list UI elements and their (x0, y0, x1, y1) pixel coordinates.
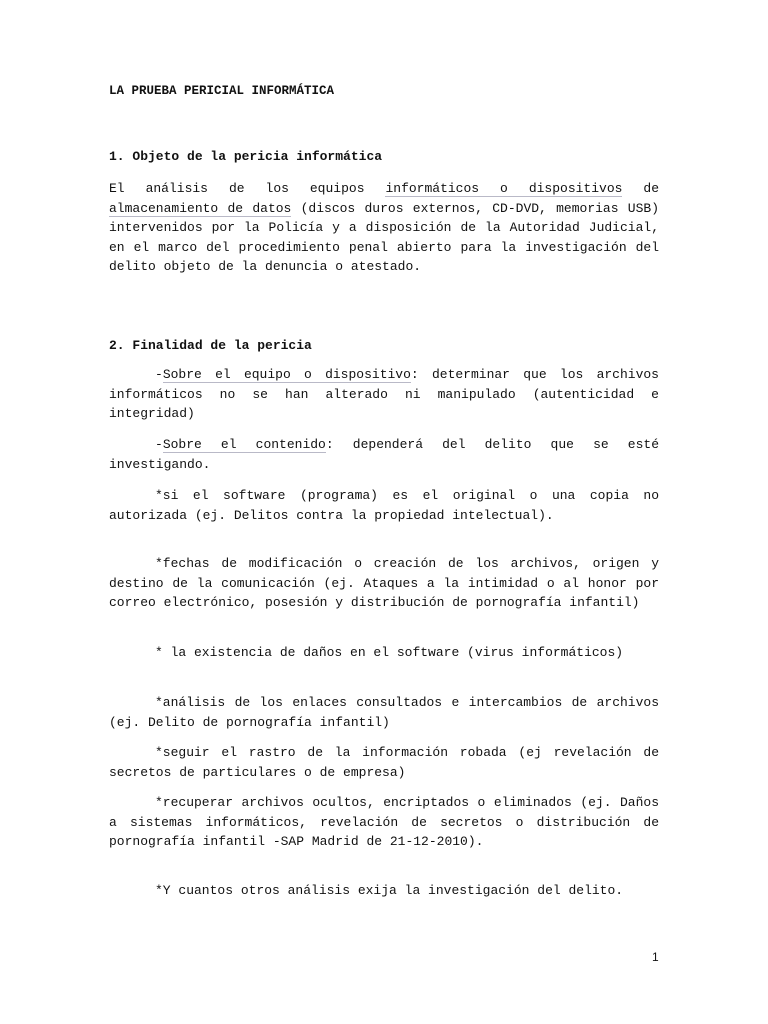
analysis-bullet: *Y cuantos otros análisis exija la investigación del delito. (155, 883, 624, 898)
analysis-bullet: *análisis de los enlaces consultados e intercambios de archivos (ej. Delito de pornografía infantil) (109, 695, 659, 730)
underlined-term: almacenamiento de datos (109, 200, 292, 216)
page-number: 1 (652, 950, 659, 964)
analysis-bullet: * la existencia de daños en el software (virus informáticos) (155, 645, 624, 660)
underlined-term: informáticos o dispositivos (385, 181, 623, 196)
analysis-bullet: *si el software (programa) es el original o una copia no autorizada (ej. Delitos contra la propiedad intelectual). (109, 488, 659, 523)
analysis-bullet: *seguir el rastro de la información robada (ej revelación de secretos de particulares o de empresa) (109, 745, 659, 780)
underlined-term: Sobre el equipo o dispositivo (162, 367, 411, 382)
analysis-bullet: *recuperar archivos ocultos, encriptados o eliminados (ej. Daños a sistemas informáticos, revelación de secretos o distribución de pornografía infantil -SAP Madrid de 21-12-2010). (109, 795, 659, 849)
document-title: LA PRUEBA PERICIAL INFORMÁTICA (109, 84, 335, 98)
underlined-term: Sobre el contenido (162, 437, 326, 452)
section-2-heading: 2. Finalidad de la pericia (109, 338, 312, 353)
finality-item-content: -Sobre el contenido: dependerá del delito que se esté investigando. (109, 437, 659, 472)
analysis-bullet: *fechas de modificación o creación de los archivos, origen y destino de la comunicación (ej. Ataques a la intimidad o al honor por correo electrónico, posesión y distribución de pornografía infantil) (109, 556, 659, 610)
finality-item-equipment: -Sobre el equipo o dispositivo: determinar que los archivos informáticos no se han alterado ni manipulado (autenticidad e integridad) (109, 367, 659, 421)
section-1-paragraph: El análisis de los equipos informáticos o dispositivos de almacenamiento de datos (discos duros externos, CD-DVD, memorias USB) intervenidos por la Policía y a disposición de la Autoridad Judicial, en el marco del procedimiento penal abierto para la investigación del delito objeto de la denuncia o atestado. (109, 181, 660, 274)
section-1-heading: 1. Objeto de la pericia informática (109, 149, 383, 164)
